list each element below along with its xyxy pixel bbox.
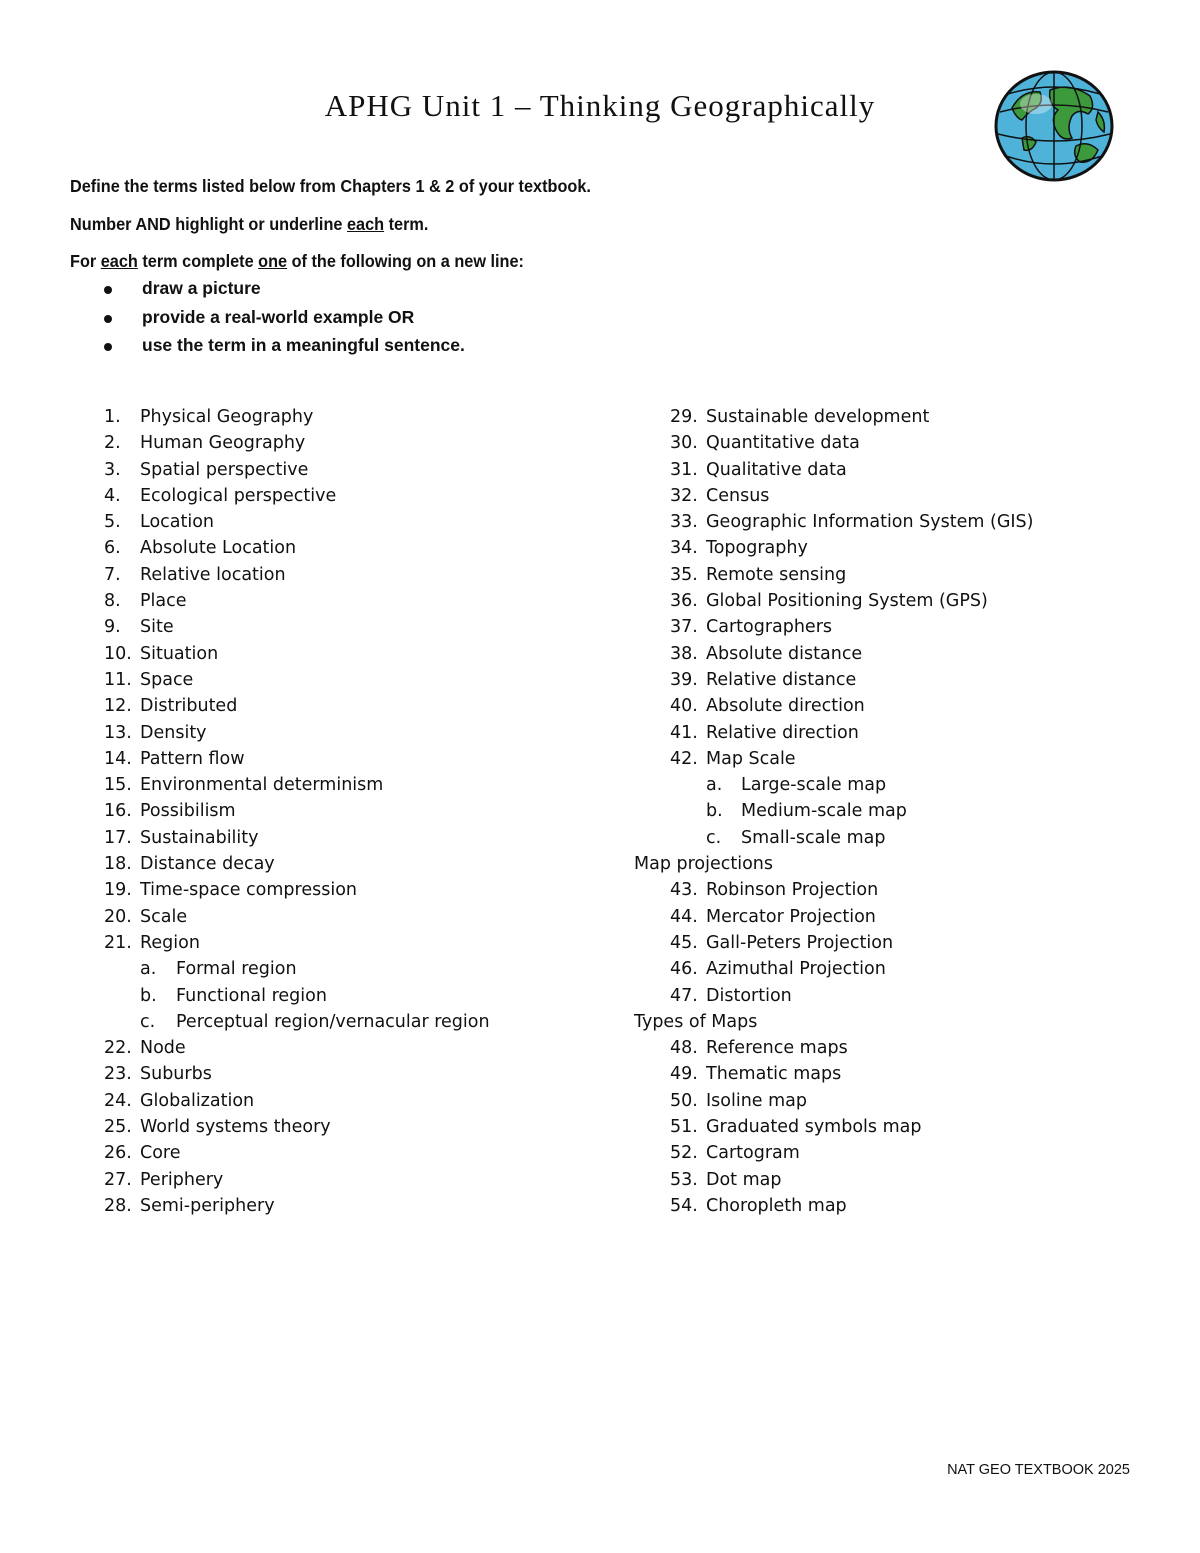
term-label: Place <box>140 591 187 612</box>
term-number: 44. <box>670 906 698 927</box>
term-number: 10. <box>104 643 132 664</box>
term-item <box>104 1167 604 1193</box>
instruction-number: Number AND highlight or underline each term. <box>70 214 429 234</box>
term-item <box>104 562 604 588</box>
term-item <box>634 483 1154 509</box>
terms-left-column <box>104 404 604 1219</box>
term-label: World systems theory <box>140 1117 331 1138</box>
term-label: Qualitative data <box>706 459 847 480</box>
terms-right-column <box>634 404 1154 1219</box>
term-number: 23. <box>104 1064 132 1085</box>
term-item <box>634 1140 1154 1166</box>
globe-icon <box>992 68 1116 184</box>
term-label: Environmental determinism <box>140 775 384 796</box>
term-item <box>104 535 604 561</box>
term-label: Globalization <box>140 1090 255 1111</box>
term-label: Relative distance <box>706 669 857 690</box>
term-number: 49. <box>670 1064 698 1085</box>
option-item: provide a real-world example OR <box>100 307 465 336</box>
term-label: Gall-Peters Projection <box>706 932 894 953</box>
term-label: Relative location <box>140 564 286 585</box>
term-label: Site <box>140 617 174 638</box>
term-number: 20. <box>104 906 132 927</box>
term-number: 15. <box>104 775 132 796</box>
footer-text: NAT GEO TEXTBOOK 2025 <box>947 1462 1130 1478</box>
term-number: 13. <box>104 722 132 743</box>
term-number: 53. <box>670 1169 698 1190</box>
term-number: 16. <box>104 801 132 822</box>
term-label: Absolute Location <box>140 538 297 559</box>
term-item <box>634 1193 1154 1219</box>
term-number: 48. <box>670 1038 698 1059</box>
term-number: 33. <box>670 512 698 533</box>
term-item <box>104 641 604 667</box>
term-number: 17. <box>104 827 132 848</box>
term-item <box>634 641 1154 667</box>
term-label: Dot map <box>706 1169 782 1190</box>
term-number: 50. <box>670 1090 698 1111</box>
term-item <box>634 535 1154 561</box>
term-number: 39. <box>670 669 698 690</box>
term-item <box>104 798 604 824</box>
term-label: Sustainable development <box>706 407 930 427</box>
term-label: Cartogram <box>706 1143 800 1164</box>
term-number: 1. <box>104 407 121 427</box>
section-heading-label: Map projections <box>634 854 774 875</box>
term-label: Perceptual region/vernacular region <box>176 1011 490 1032</box>
term-number: 32. <box>670 485 698 506</box>
instruction-complete: For each term complete one of the following on a new line: <box>70 251 524 271</box>
term-number: a. <box>140 959 157 980</box>
term-label: Possibilism <box>140 801 236 822</box>
term-item <box>104 851 604 877</box>
term-label: Formal region <box>176 959 297 980</box>
term-number: 11. <box>104 669 132 690</box>
term-number: 26. <box>104 1143 132 1164</box>
term-label: Topography <box>706 538 808 559</box>
term-item <box>104 1088 604 1114</box>
term-item <box>104 483 604 509</box>
term-number: c. <box>140 1011 156 1032</box>
term-number: 38. <box>670 643 698 664</box>
term-label: Space <box>140 669 194 690</box>
term-item <box>634 825 1154 851</box>
term-label: Density <box>140 722 207 743</box>
term-label: Pattern flow <box>140 748 245 769</box>
term-number: 3. <box>104 459 121 480</box>
term-number: 14. <box>104 748 132 769</box>
term-label: Sustainability <box>140 827 259 848</box>
term-number: 9. <box>104 617 121 638</box>
term-label: Large-scale map <box>741 775 887 796</box>
term-item <box>634 667 1154 693</box>
term-item <box>634 720 1154 746</box>
term-number: 7. <box>104 564 121 585</box>
term-item <box>634 1035 1154 1061</box>
term-item <box>104 1193 604 1219</box>
term-number: 6. <box>104 538 121 559</box>
term-item <box>634 798 1154 824</box>
term-label: Thematic maps <box>706 1064 842 1085</box>
term-number: 12. <box>104 696 132 717</box>
term-label: Functional region <box>176 985 327 1006</box>
option-item: draw a picture <box>100 278 465 307</box>
term-item <box>634 772 1154 798</box>
term-item <box>634 904 1154 930</box>
term-item <box>634 509 1154 535</box>
term-number: 22. <box>104 1038 132 1059</box>
term-item <box>104 430 604 456</box>
term-label: Relative direction <box>706 722 859 743</box>
term-label: Absolute direction <box>706 696 865 717</box>
term-item <box>104 930 604 956</box>
term-item <box>634 983 1154 1009</box>
term-label: Census <box>706 485 770 506</box>
term-label: Semi-periphery <box>140 1195 275 1216</box>
term-label: Map Scale <box>706 748 796 769</box>
term-item <box>104 825 604 851</box>
term-label: Absolute distance <box>706 643 863 664</box>
term-label: Graduated symbols map <box>706 1117 922 1138</box>
section-heading-label: Types of Maps <box>634 1011 758 1032</box>
instruction-define: Define the terms listed below from Chapters 1 & 2 of your textbook. <box>70 176 591 196</box>
term-number: 19. <box>104 880 132 901</box>
term-item <box>104 772 604 798</box>
bullet-icon <box>104 343 112 351</box>
term-item <box>104 588 604 614</box>
term-number: b. <box>140 985 157 1006</box>
term-number: 25. <box>104 1117 132 1138</box>
term-item <box>634 1167 1154 1193</box>
term-item <box>104 1061 604 1087</box>
term-number: 46. <box>670 959 698 980</box>
term-item <box>104 457 604 483</box>
term-item <box>104 404 604 430</box>
term-label: Distance decay <box>140 854 275 875</box>
term-label: Situation <box>140 643 219 664</box>
term-item <box>634 588 1154 614</box>
bullet-icon <box>104 286 112 294</box>
term-item <box>634 430 1154 456</box>
term-item <box>104 509 604 535</box>
term-label: Distortion <box>706 985 792 1006</box>
term-item <box>104 667 604 693</box>
term-number: 34. <box>670 538 698 559</box>
term-item <box>104 693 604 719</box>
term-number: 21. <box>104 932 132 953</box>
term-item <box>104 614 604 640</box>
term-number: 27. <box>104 1169 132 1190</box>
term-item <box>634 877 1154 903</box>
term-label: Node <box>140 1038 186 1059</box>
term-item <box>104 1140 604 1166</box>
term-number: 28. <box>104 1195 132 1216</box>
term-number: 51. <box>670 1117 698 1138</box>
term-number: 24. <box>104 1090 132 1111</box>
section-heading <box>634 851 1154 877</box>
term-number: 41. <box>670 722 698 743</box>
term-number: 43. <box>670 880 698 901</box>
term-item <box>104 720 604 746</box>
term-label: Geographic Information System (GIS) <box>706 512 1034 533</box>
term-label: Region <box>140 932 200 953</box>
term-label: Azimuthal Projection <box>706 959 886 980</box>
term-item <box>104 983 604 1009</box>
term-item <box>634 1114 1154 1140</box>
term-label: Choropleth map <box>706 1195 847 1216</box>
term-number: 31. <box>670 459 698 480</box>
term-item <box>104 877 604 903</box>
term-label: Ecological perspective <box>140 485 337 506</box>
term-label: Core <box>140 1143 181 1164</box>
term-item <box>104 1009 604 1035</box>
term-number: 40. <box>670 696 698 717</box>
term-label: Time-space compression <box>140 880 357 901</box>
term-item <box>634 457 1154 483</box>
term-label: Isoline map <box>706 1090 808 1111</box>
term-number: 4. <box>104 485 121 506</box>
term-label: Physical Geography <box>140 407 314 427</box>
term-number: 29. <box>670 407 698 427</box>
term-label: Suburbs <box>140 1064 212 1085</box>
term-label: Medium-scale map <box>741 801 907 822</box>
term-label: Remote sensing <box>706 564 847 585</box>
term-number: 36. <box>670 591 698 612</box>
term-label: Reference maps <box>706 1038 848 1059</box>
term-item <box>634 693 1154 719</box>
term-number: 2. <box>104 433 121 454</box>
term-item <box>634 562 1154 588</box>
term-item <box>634 404 1154 430</box>
term-item <box>634 930 1154 956</box>
term-label: Quantitative data <box>706 433 860 454</box>
term-number: 45. <box>670 932 698 953</box>
term-item <box>634 1088 1154 1114</box>
term-label: Small-scale map <box>741 827 886 848</box>
term-number: 42. <box>670 748 698 769</box>
term-item <box>104 904 604 930</box>
term-number: 18. <box>104 854 132 875</box>
term-item <box>104 1035 604 1061</box>
term-label: Global Positioning System (GPS) <box>706 591 988 612</box>
term-label: Scale <box>140 906 188 927</box>
term-number: a. <box>706 775 723 796</box>
term-item <box>634 746 1154 772</box>
term-item <box>634 1061 1154 1087</box>
term-label: Periphery <box>140 1169 224 1190</box>
section-heading <box>634 1009 1154 1035</box>
term-label: Spatial perspective <box>140 459 309 480</box>
term-number: 35. <box>670 564 698 585</box>
term-item <box>104 1114 604 1140</box>
option-item: use the term in a meaningful sentence. <box>100 335 465 364</box>
page-title: APHG Unit 1 – Thinking Geographically <box>324 88 876 123</box>
term-number: 47. <box>670 985 698 1006</box>
term-number: 30. <box>670 433 698 454</box>
options-list <box>100 278 465 364</box>
term-label: Location <box>140 512 215 533</box>
term-number: c. <box>706 827 722 848</box>
term-number: 8. <box>104 591 121 612</box>
term-item <box>634 956 1154 982</box>
bullet-icon <box>104 315 112 323</box>
term-label: Cartographers <box>706 617 833 638</box>
term-number: 5. <box>104 512 121 533</box>
term-item <box>634 614 1154 640</box>
term-item <box>104 956 604 982</box>
term-item <box>104 746 604 772</box>
term-number: b. <box>706 801 723 822</box>
term-label: Distributed <box>140 696 238 717</box>
term-label: Mercator Projection <box>706 906 876 927</box>
term-label: Robinson Projection <box>706 880 879 901</box>
term-number: 37. <box>670 617 698 638</box>
term-label: Human Geography <box>140 433 306 454</box>
term-number: 52. <box>670 1143 698 1164</box>
term-number: 54. <box>670 1195 698 1216</box>
